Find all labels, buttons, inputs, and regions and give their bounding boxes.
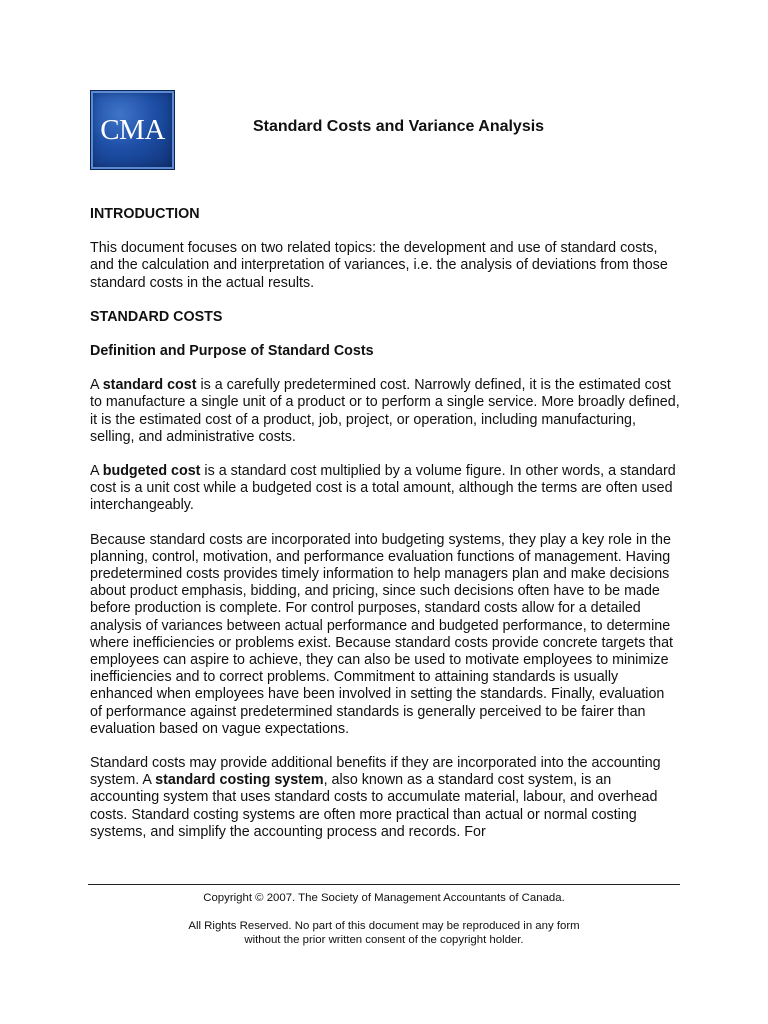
standard-cost-paragraph xyxy=(90,377,680,446)
standard-costs-heading: STANDARD COSTS xyxy=(90,308,223,325)
p2-rest: is a standard cost multiplied by a volume figure. In other words, a standard cost is a unit cost while a budgeted cost is a total amount, although the terms are often used interchangeably. xyxy=(90,463,676,514)
rights-line-1: All Rights Reserved. No part of this document may be reproduced in any form xyxy=(188,920,580,932)
budgeting-systems-paragraph: Because standard costs are incorporated into budgeting systems, they play a key role in the planning, control, motivation, and performance evaluation functions of management. Having predetermined costs provides timely information to help managers plan and make decisions about product emphasis, bidding, and pricing, since such decisions often have to be made before production is complete. For control purposes, standard costs allow for a detailed analysis of variances between actual performance and budgeted performance, to determine where inefficiencies or problems exist. Because standard costs provide concrete targets that employees can aspire to achieve, they can also be used to motivate employees to minimize inefficiencies and to correct problems. Commitment to attaining standards is usually enhanced when employees have been involved in setting the standards. Finally, evaluation of performance against predetermined standards is generally perceived to be fairer than evaluation based on vague expectations. xyxy=(90,531,674,737)
footer-divider xyxy=(88,884,680,885)
cma-logo xyxy=(90,90,175,170)
document-title: Standard Costs and Variance Analysis xyxy=(253,118,545,135)
p1-lead: A xyxy=(90,377,103,394)
logo-text: CMA xyxy=(100,113,165,146)
definition-subheading: Definition and Purpose of Standard Costs xyxy=(90,343,374,360)
introduction-heading: INTRODUCTION xyxy=(90,206,200,222)
standard-costing-system-paragraph xyxy=(90,755,680,841)
rights-line-2: without the prior written consent of the copyright holder. xyxy=(244,934,524,946)
term-standard-costing-system: standard costing system xyxy=(155,772,324,789)
p1-rest: is a carefully predetermined cost. Narrowly defined, it is the estimated cost to manufacture a single unit of a product or to perform a single service. More broadly defined, it is the estimated cost of a product, job, project, or operation, including manufacturing, selling, and administrative costs. xyxy=(90,377,680,445)
document-body xyxy=(90,206,680,858)
p4-lead: Standard costs may provide additional benefits if they are incorporated into the accounting system. A xyxy=(90,755,661,789)
introduction-paragraph: This document focuses on two related topics: the development and use of standard costs, and the calculation and interpretation of variances, i.e. the analysis of deviations from those standard costs in the actual results. xyxy=(90,240,668,291)
copyright-line: Copyright © 2007. The Society of Management Accountants of Canada. xyxy=(203,892,565,904)
budgeted-cost-paragraph xyxy=(90,463,680,515)
p4-rest: , also known as a standard cost system, is an accounting system that uses standard costs to accumulate material, labour, and overhead costs. Standard costing systems are often more practical than actual or normal costing systems, and simplify the accounting process and records. For xyxy=(90,772,658,840)
p2-lead: A xyxy=(90,463,103,480)
term-standard-cost: standard cost xyxy=(102,377,197,394)
page-footer xyxy=(88,891,680,947)
term-budgeted-cost: budgeted cost xyxy=(102,463,201,480)
